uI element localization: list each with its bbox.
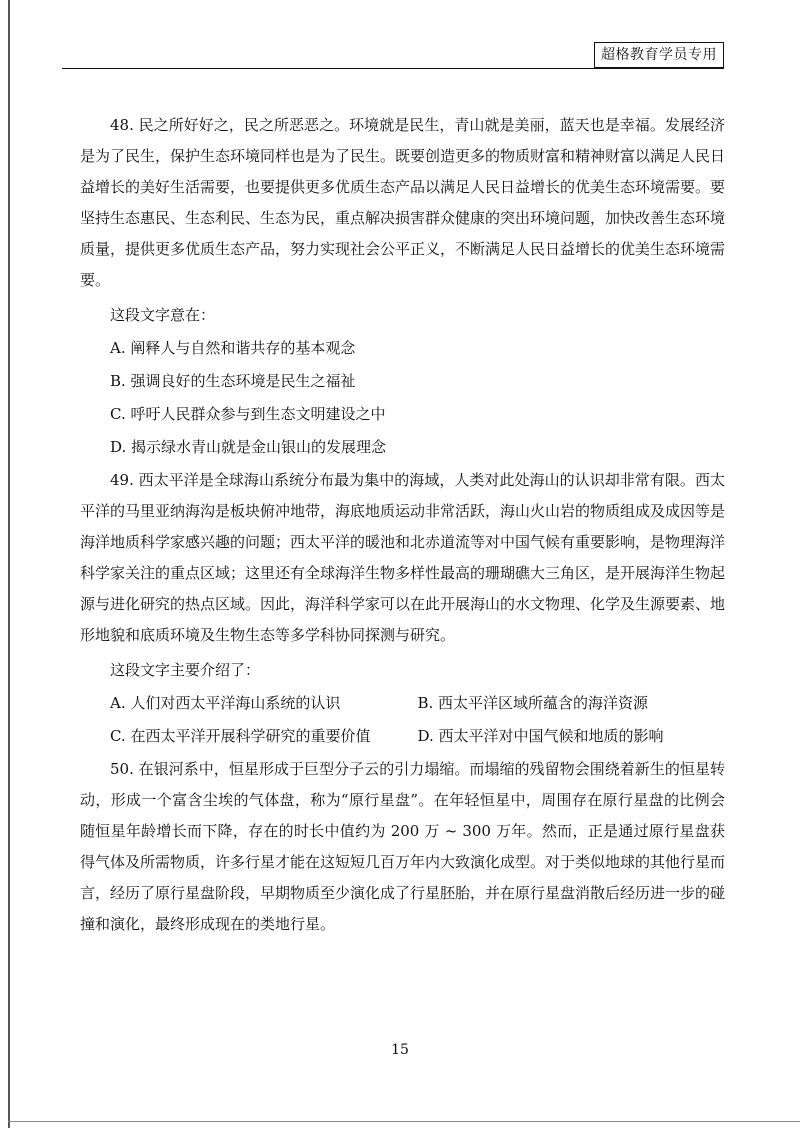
header-label: 超格教育学员专用 bbox=[594, 42, 724, 68]
header-rule bbox=[62, 68, 724, 69]
question-48-option-c: C. 呼吁人民群众参与到生态文明建设之中 bbox=[110, 405, 386, 423]
question-49-prompt: 这段文字主要介绍了： bbox=[110, 661, 261, 679]
question-50 bbox=[80, 754, 725, 940]
question-49 bbox=[80, 465, 725, 752]
question-48 bbox=[80, 110, 725, 463]
question-50-stem: 50. 在银河系中，恒星形成于巨型分子云的引力塌缩。而塌缩的残留物会围绕着新生的恒星转动，形成一个富含尘埃的气体盘，称为“原行星盘”。在年轻恒星中，周围存在原行星盘的比例会随恒星年龄增长而下降，存在的时长中值约为 200 万 ~ 300 万年。然而，正是通过原行星盘获得气体及所需物质，许多行星才能在这短短几百万年内大致演化成型。对于类似地球的其他行星而言，经历了原行星盘阶段，早期物质至少演化成了行星胚胎，并在原行星盘消散后经历进一步的碰撞和演化，最终形成现在的类地行星。 bbox=[80, 760, 726, 933]
question-48-stem: 48. 民之所好好之，民之所恶恶之。环境就是民生，青山就是美丽，蓝天也是幸福。发展经济是为了民生，保护生态环境同样也是为了民生。既要创造更多的物质财富和精神财富以满足人民日益增长的美好生活需要，也要提供更多优质生态产品以满足人民日益增长的优美生态环境需要。要坚持生态惠民、生态利民、生态为民，重点解决损害群众健康的突出环境问题，加快改善生态环境质量，提供更多优质生态产品，努力实现社会公平正义，不断满足人民日益增长的优美生态环境需要。 bbox=[80, 116, 726, 289]
page-bottom-edge bbox=[8, 1121, 800, 1122]
question-49-option-a: A. 人们对西太平洋海山系统的认识 bbox=[110, 694, 341, 712]
question-48-option-a: A. 阐释人与自然和谐共存的基本观念 bbox=[110, 339, 356, 357]
page-number: 15 bbox=[391, 1042, 409, 1058]
question-48-prompt: 这段文字意在： bbox=[110, 306, 216, 324]
question-49-options-row-2 bbox=[80, 721, 725, 752]
page-content bbox=[80, 110, 725, 944]
question-49-option-b: B. 西太平洋区域所蕴含的海洋资源 bbox=[417, 694, 649, 712]
question-48-option-b: B. 强调良好的生态环境是民生之福祉 bbox=[110, 372, 356, 390]
question-49-stem: 49. 西太平洋是全球海山系统分布最为集中的海域，人类对此处海山的认识却非常有限。西太平洋的马里亚纳海沟是板块俯冲地带，海底地质运动非常活跃，海山火山岩的物质组成及成因等是海洋地质科学家感兴趣的问题；西太平洋的暖池和北赤道流等对中国气候有重要影响，是物理海洋科学家关注的重点区域；这里还有全球海洋生物多样性最高的珊瑚礁大三角区，是开展海洋生物起源与进化研究的热点区域。因此，海洋科学家可以在此开展海山的水文物理、化学及生源要素、地形地貌和底质环境及生物生态等多学科协同探测与研究。 bbox=[80, 471, 726, 644]
question-49-options-row-1 bbox=[80, 688, 725, 719]
question-49-option-c: C. 在西太平洋开展科学研究的重要价值 bbox=[110, 727, 371, 745]
question-49-option-d: D. 西太平洋对中国气候和地质的影响 bbox=[417, 727, 664, 745]
question-48-option-d: D. 揭示绿水青山就是金山银山的发展理念 bbox=[110, 438, 387, 456]
page-left-edge bbox=[8, 0, 10, 1128]
